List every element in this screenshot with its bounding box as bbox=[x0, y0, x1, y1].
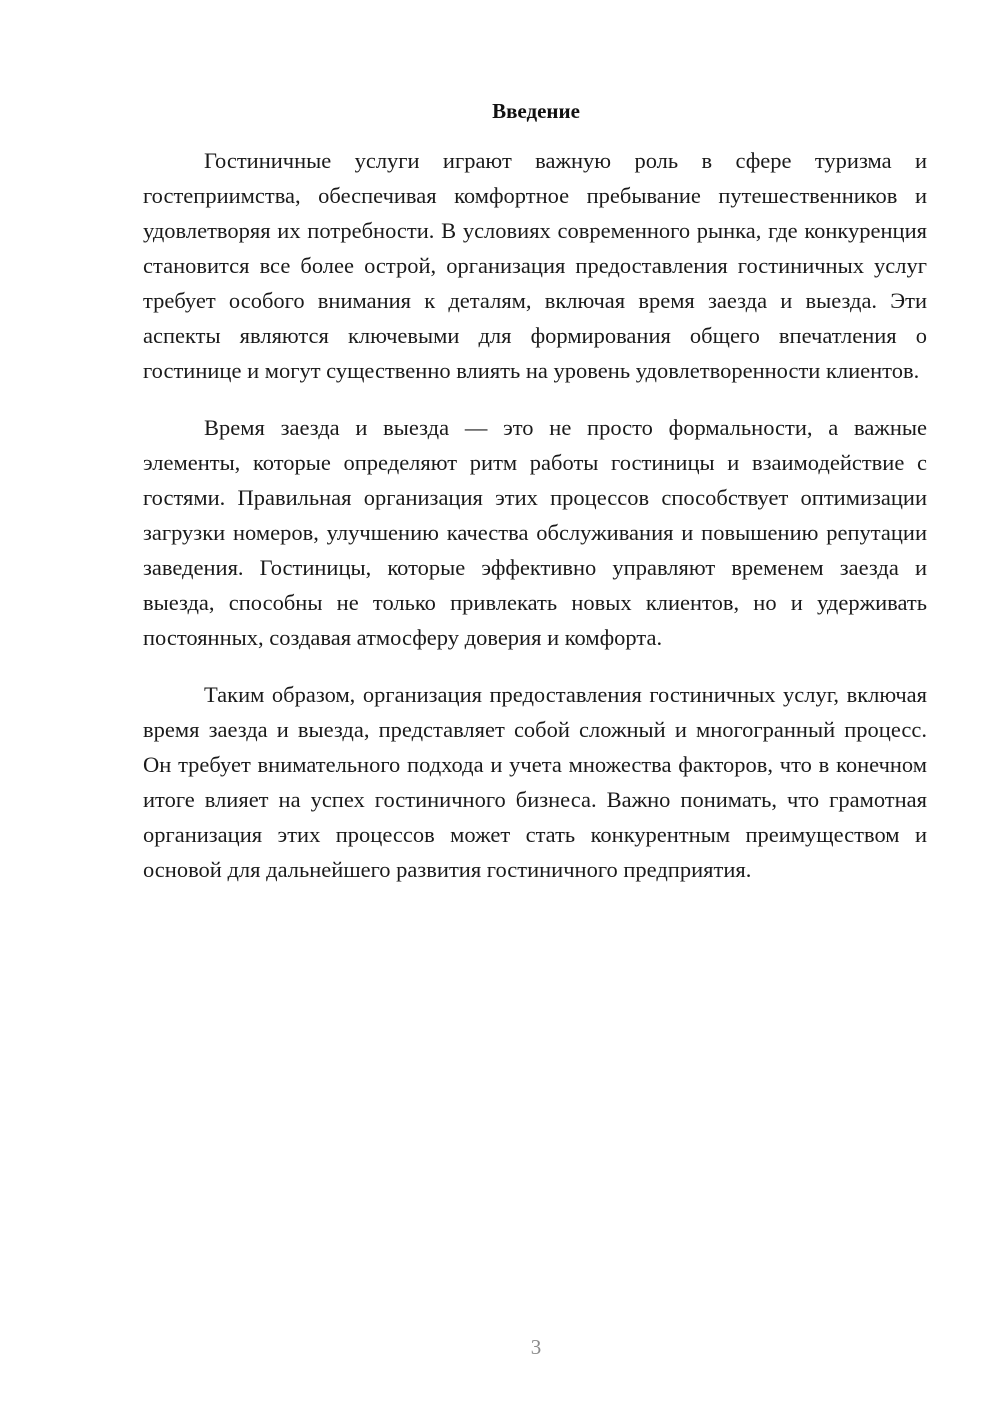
paragraph-2: Время заезда и выезда — это не просто формальности, а важные элементы, которые определяют ритм работы гостиницы и взаимодействие с гостями. Правильная организация этих процессов способствует оптимизации загрузки номеров, улучшению качества обслуживания и повышению репутации заведения. Гостиницы, которые эффективно управляют временем заезда и выезда, способны не только привлекать новых клиентов, но и удерживать постоянных, создавая атмосферу доверия и комфорта. bbox=[143, 415, 927, 650]
paragraph-3: Таким образом, организация предоставления гостиничных услуг, включая время заезда и выезда, представляет собой сложный и многогранный процесс. Он требует внимательного подхода и учета множества факторов, что в конечном итоге влияет на успех гостиничного бизнеса. Важно понимать, что грамотная организация этих процессов может стать конкурентным преимуществом и основой для дальнейшего развития гостиничного предприятия. bbox=[143, 682, 927, 882]
body-text bbox=[143, 143, 927, 909]
section-heading: Введение bbox=[492, 99, 580, 123]
page-number: 3 bbox=[530, 1335, 542, 1359]
paragraph-1: Гостиничные услуги играют важную роль в сфере туризма и гостеприимства, обеспечивая комфортное пребывание путешественников и удовлетворяя их потребности. В условиях современного рынка, где конкуренция становится все более острой, организация предоставления гостиничных услуг требует особого внимания к деталям, включая время заезда и выезда. Эти аспекты являются ключевыми для формирования общего впечатления о гостинице и могут существенно влиять на уровень удовлетворенности клиентов. bbox=[143, 148, 927, 383]
